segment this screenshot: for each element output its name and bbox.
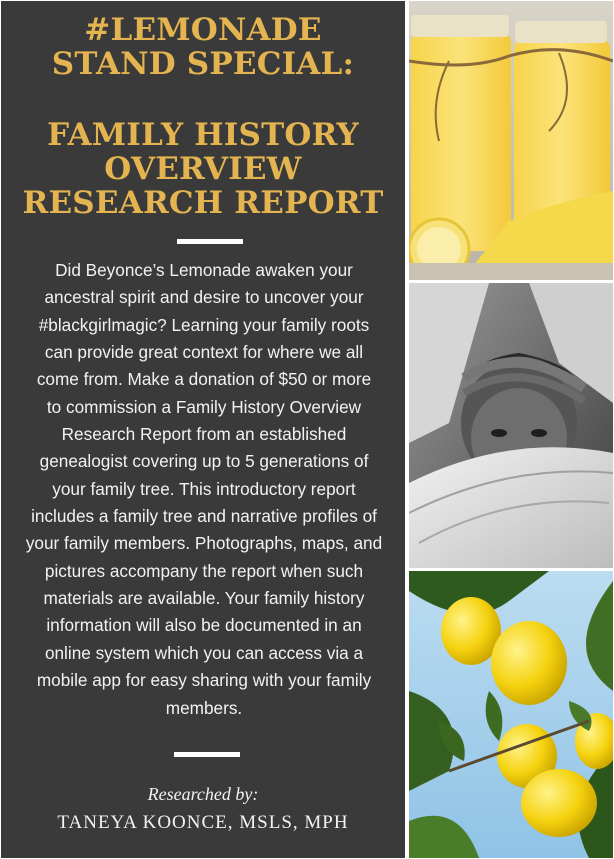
title-line-1: #LEMONADE <box>84 12 322 48</box>
body-line: pictures accompany the report when such <box>44 560 364 581</box>
body-line: your family members. Photographs, maps, and <box>25 533 383 554</box>
description-text <box>15 257 393 722</box>
text-panel <box>1 1 405 858</box>
lemon-tree-photo <box>409 571 613 858</box>
body-line: Did Beyonce’s Lemonade awaken your <box>55 260 353 280</box>
body-line: #blackgirlmagic? Learning your family roots <box>38 314 370 335</box>
body-line: genealogist covering up to 5 generations of <box>39 451 369 472</box>
woman-portrait-photo <box>409 283 613 568</box>
lemonade-jars-photo <box>409 1 613 280</box>
body-line: online system which you can access via a <box>44 642 364 663</box>
body-line: can provide great context for where we all <box>44 342 364 363</box>
researched-by-label: Researched by: <box>147 784 259 804</box>
title-line-4: OVERVIEW <box>104 151 302 187</box>
top-divider <box>177 239 243 244</box>
body-line: come from. Make a donation of $50 or more <box>36 369 372 390</box>
flyer-title <box>1 13 405 220</box>
body-line: includes a family tree and narrative profiles of <box>31 506 377 527</box>
bottom-divider <box>174 752 240 757</box>
body-line: mobile app for easy sharing with your family <box>36 670 372 691</box>
body-line: Research Report from an established <box>61 424 347 445</box>
body-line: to commission a Family History Overview <box>46 396 362 417</box>
researcher-name: TANEYA KOONCE, MSLS, MPH <box>57 812 349 833</box>
body-line: members. <box>165 697 243 718</box>
body-line: ancestral spirit and desire to uncover your <box>44 287 364 308</box>
body-line: information will also be documented in an <box>46 615 362 636</box>
body-line: materials are available. Your family history <box>43 588 365 609</box>
title-line-5: RESEARCH REPORT <box>22 185 384 221</box>
title-line-3: FAMILY HISTORY <box>47 117 359 153</box>
title-line-2: STAND SPECIAL: <box>51 46 355 82</box>
body-line: your family tree. This introductory report <box>52 478 356 499</box>
